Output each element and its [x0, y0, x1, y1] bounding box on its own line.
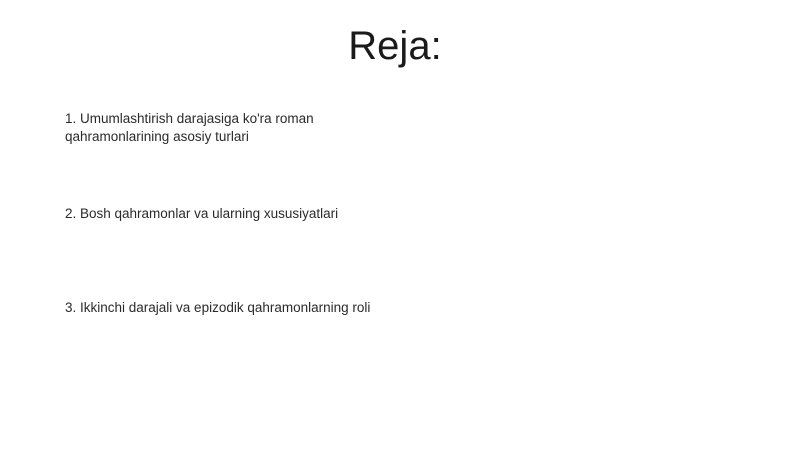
plan-item-2: 2. Bosh qahramonlar va ularning xususiyatlari: [65, 206, 339, 221]
plan-item-3: 3. Ikkinchi darajali va epizodik qahramonlarning roli: [65, 300, 371, 315]
slide-title: Reja:: [348, 24, 442, 68]
plan-item-1: 1. Umumlashtirish darajasiga ko'ra roman qahramonlarining asosiy turlari: [65, 111, 314, 144]
